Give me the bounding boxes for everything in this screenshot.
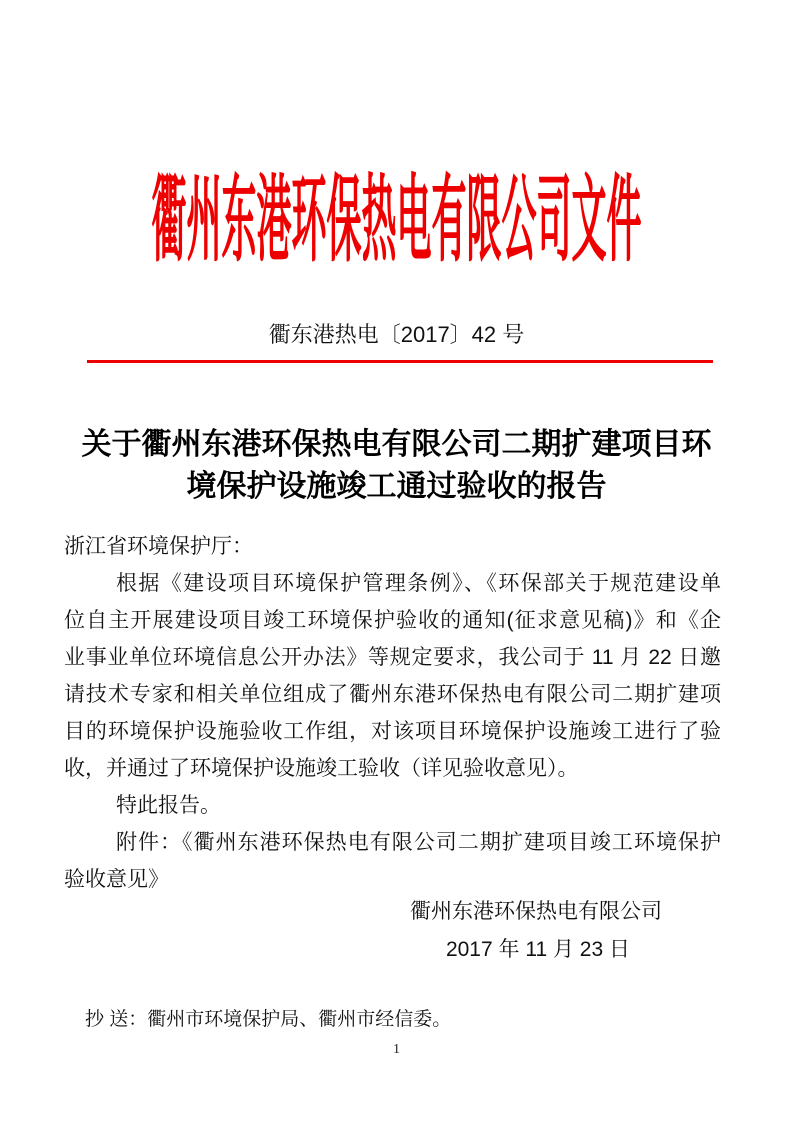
document-body bbox=[64, 528, 721, 898]
red-header-banner bbox=[0, 158, 793, 274]
body-line-attachment-cont: 验收意见》 bbox=[64, 868, 169, 891]
document-title-line2: 境保护设施竣工通过验收的报告 bbox=[186, 470, 607, 503]
signature-date: 2017 年 11 月 23 日 bbox=[445, 938, 630, 961]
doc-number: 衢东港热电〔2017〕42 号 bbox=[268, 322, 525, 347]
body-line: 目的环境保护设施验收工作组，对该项目环境保护设施竣工进行了验 bbox=[64, 720, 721, 743]
cc-line: 抄 送：衢州市环境保护局、衢州市经信委。 bbox=[85, 1009, 452, 1030]
body-line: 业事业单位环境信息公开办法》等规定要求，我公司于 11 月 22 日邀 bbox=[64, 646, 721, 669]
body-line-closing: 特此报告。 bbox=[116, 794, 221, 817]
body-line: 请技术专家和相关单位组成了衢州东港环保热电有限公司二期扩建项 bbox=[64, 683, 721, 706]
page-number: 1 bbox=[393, 1042, 400, 1057]
body-line-attachment: 附件：《衢州东港环保热电有限公司二期扩建项目竣工环境保护 bbox=[116, 831, 721, 854]
document-title-line1: 关于衢州东港环保热电有限公司二期扩建项目环 bbox=[81, 428, 712, 461]
body-line: 位自主开展建设项目竣工环境保护验收的通知(征求意见稿)》和《企 bbox=[64, 609, 721, 632]
body-line-salutation: 浙江省环境保护厅： bbox=[64, 535, 253, 558]
body-line: 根据《建设项目环境保护管理条例》、《环保部关于规范建设单 bbox=[116, 572, 721, 595]
red-divider-line bbox=[87, 360, 713, 363]
body-line: 收，并通过了环境保护设施竣工验收（详见验收意见）。 bbox=[64, 757, 579, 780]
signature-company: 衢州东港环保热电有限公司 bbox=[410, 900, 662, 923]
document-title bbox=[30, 424, 763, 508]
red-header-title: 衢州东港环保热电有限公司文件 bbox=[151, 168, 642, 274]
